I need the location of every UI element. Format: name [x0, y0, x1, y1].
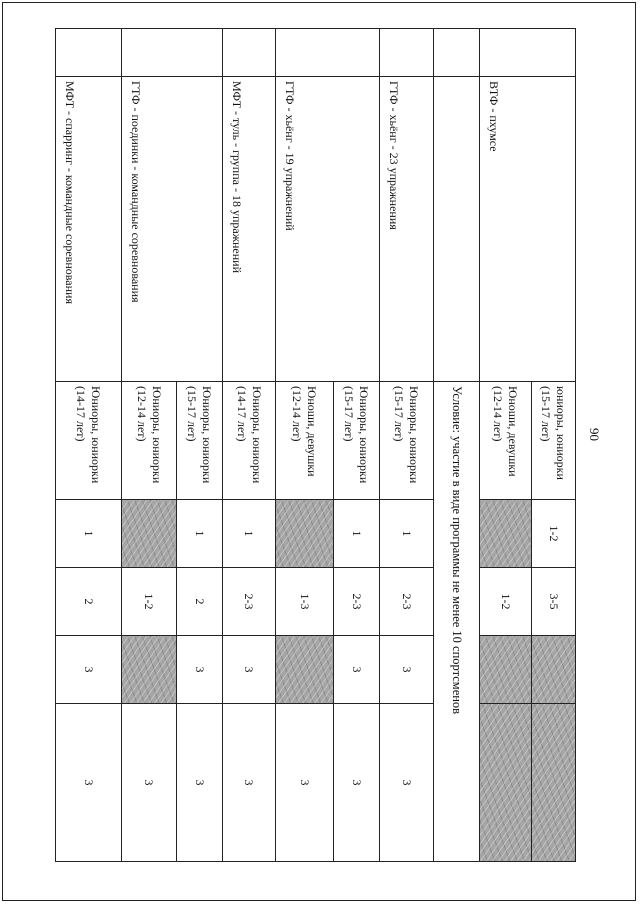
table-row — [434, 29, 480, 862]
value-cell: 3 — [177, 636, 223, 704]
value-cell: 2 — [177, 568, 223, 636]
value-cell: 1 — [223, 500, 276, 568]
shaded-cell — [480, 704, 532, 862]
value-cell: 3 — [223, 636, 276, 704]
value-cell: 1-2 — [532, 500, 576, 568]
value-cell: 3 — [223, 704, 276, 862]
group-cell: Юниоры, юниорки (15-17 лет) — [380, 382, 434, 500]
group-cell: Юниоры, юниорки (12-14 лет) — [122, 382, 177, 500]
value-cell: 3 — [334, 704, 380, 862]
value-cell: 3 — [122, 704, 177, 862]
value-cell: 2-3 — [380, 568, 434, 636]
condition-note: Условие: участие в виде программы не менее 10 спортсменов — [434, 382, 480, 862]
group-cell: Юноши, девушки (12-14 лет) — [480, 382, 532, 500]
value-cell: 1-3 — [276, 568, 334, 636]
blank-cell — [223, 29, 276, 77]
value-cell: 3 — [56, 636, 122, 704]
sport-cell: ГТФ - хьёнг - 23 упражнения — [380, 77, 434, 382]
group-cell: Юноши, девушки (12-14 лет) — [276, 382, 334, 500]
shaded-cell — [276, 636, 334, 704]
sport-cell: ВТФ - пхумсе — [480, 77, 576, 382]
value-cell: 1 — [177, 500, 223, 568]
value-cell: 2-3 — [223, 568, 276, 636]
group-cell: Юниоры, юниорки (15-17 лет) — [177, 382, 223, 500]
blank-cell — [56, 29, 122, 77]
blank-cell — [122, 29, 223, 77]
shaded-cell — [122, 500, 177, 568]
shaded-cell — [532, 636, 576, 704]
group-cell: юниоры, юниорки (15-17 лет) — [532, 382, 576, 500]
sport-cell: ГТФ - поединки - командные соревнования — [122, 77, 223, 382]
value-cell: 3 — [334, 636, 380, 704]
table-row — [177, 29, 223, 862]
group-cell: Юниоры, юниорки (14-17 лет) — [223, 382, 276, 500]
sport-cell: МФТ - спарринг - командные соревнования — [56, 77, 122, 382]
shaded-cell — [480, 500, 532, 568]
page-number: 90 — [587, 428, 602, 441]
value-cell: 2 — [56, 568, 122, 636]
shaded-cell — [480, 636, 532, 704]
blank-cell — [380, 29, 434, 77]
group-cell: Юниоры, юниорки (15-17 лет) — [334, 382, 380, 500]
value-cell: 1 — [334, 500, 380, 568]
shaded-cell — [532, 704, 576, 862]
blank-cell — [434, 29, 480, 77]
table-row — [223, 29, 276, 862]
value-cell: 1-2 — [122, 568, 177, 636]
value-cell: 3 — [56, 704, 122, 862]
sport-cell: ГТФ - хьёнг - 19 упражнений — [276, 77, 380, 382]
blank-cell — [480, 29, 576, 77]
value-cell: 3 — [177, 704, 223, 862]
table-row — [56, 29, 122, 862]
value-cell: 1 — [56, 500, 122, 568]
table-row — [532, 29, 576, 862]
value-cell: 3 — [380, 636, 434, 704]
value-cell: 1-2 — [480, 568, 532, 636]
group-cell: Юниоры, юниорки (14-17 лет) — [56, 382, 122, 500]
ranking-table — [55, 28, 576, 862]
value-cell: 3-5 — [532, 568, 576, 636]
shaded-cell — [276, 500, 334, 568]
sport-cell: МФТ - туль - группа - 18 упражнений — [223, 77, 276, 382]
table-row — [380, 29, 434, 862]
value-cell: 2-3 — [334, 568, 380, 636]
blank-cell — [434, 77, 480, 382]
value-cell: 3 — [276, 704, 334, 862]
value-cell: 1 — [380, 500, 434, 568]
shaded-cell — [122, 636, 177, 704]
table-row — [334, 29, 380, 862]
blank-cell — [276, 29, 380, 77]
rotated-page-content — [63, 28, 602, 861]
value-cell: 3 — [380, 704, 434, 862]
